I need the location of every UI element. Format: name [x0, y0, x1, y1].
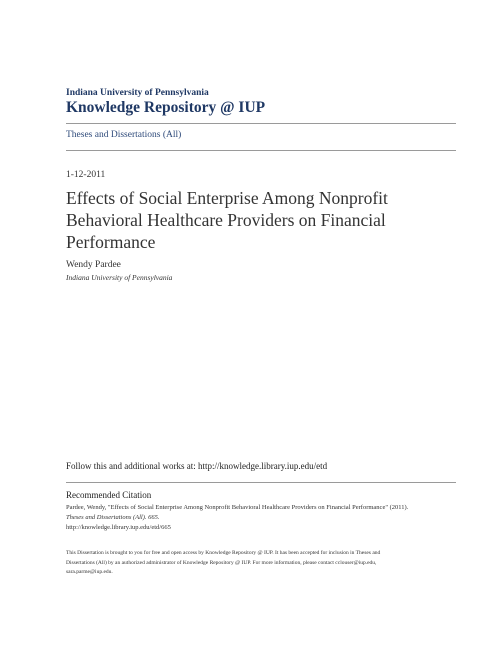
repository-name[interactable]: Knowledge Repository @ IUP [66, 99, 266, 116]
citation-heading: Recommended Citation [66, 490, 152, 500]
header-divider-bottom [66, 150, 456, 151]
citation-divider [66, 482, 456, 483]
citation-series: Theses and Dissertations (All). 665. [66, 514, 160, 521]
header-divider-top [66, 123, 456, 124]
title-line: Performance [66, 232, 156, 252]
publication-date: 1-12-2011 [66, 170, 106, 180]
document-title [66, 187, 466, 253]
disclaimer-line: sara.parme@iup.edu. [66, 569, 113, 575]
follow-works-line [66, 461, 327, 471]
follow-link[interactable]: http://knowledge.library.iup.edu/etd [198, 461, 328, 471]
author-name: Wendy Pardee [66, 260, 121, 270]
title-line: Effects of Social Enterprise Among Nonprofit [66, 188, 388, 208]
disclaimer-line: This Dissertation is brought to you for free and open access by Knowledge Repository @ IUP. It has been accepted for inclusion in Theses and [66, 550, 381, 556]
citation-line: Pardee, Wendy, "Effects of Social Enterprise Among Nonprofit Behavioral Healthcare Providers on Financial Performance" (2011). [66, 504, 409, 511]
disclaimer-line: Dissertations (All) by an authorized administrator of Knowledge Repository @ IUP. For more information, please contact cclouser@iup.edu, [66, 559, 377, 566]
follow-text: Follow this and additional works at: [66, 461, 198, 471]
author-affiliation: Indiana University of Pennsylvania [66, 273, 173, 282]
institution-name: Indiana University of Pennsylvania [66, 88, 209, 98]
citation-link[interactable]: http://knowledge.library.iup.edu/etd/665 [66, 524, 171, 531]
series-link[interactable]: Theses and Dissertations (All) [66, 130, 182, 140]
access-disclaimer [66, 549, 446, 578]
title-line: Behavioral Healthcare Providers on Financial [66, 210, 386, 230]
citation-text [66, 503, 446, 533]
